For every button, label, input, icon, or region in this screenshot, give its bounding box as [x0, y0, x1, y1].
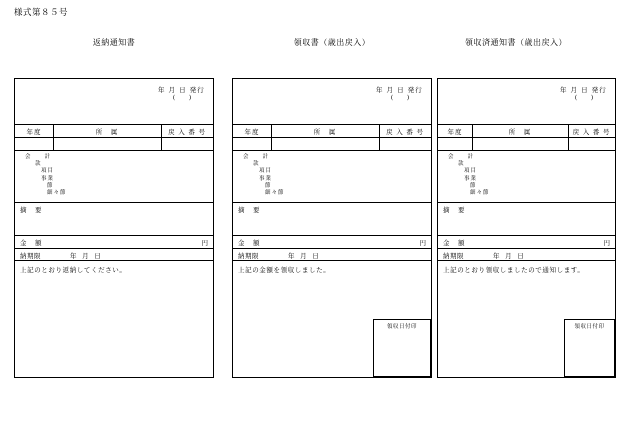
slip-2-acct-line-5: 細々節	[265, 189, 285, 196]
slip-2-col-year: 年度	[244, 128, 260, 136]
slip-3-account-block	[438, 151, 615, 203]
slip-2-due-block	[233, 249, 431, 261]
slip-1-col-dept: 所 属	[95, 128, 119, 136]
slip-2-acct-line-1: 款	[253, 161, 260, 168]
slip-2-amount-label: 金 額	[238, 240, 261, 247]
slip-3-amount-label: 金 額	[443, 240, 466, 247]
slip-1-note-block	[15, 203, 213, 236]
slip-2-stamp-box	[373, 319, 431, 377]
slip-3-amount-unit: 円	[603, 240, 610, 247]
slip-3-stamp-box	[564, 319, 615, 377]
slip-1-note-label: 摘 要	[20, 207, 43, 214]
slip-3-issue-date: 年 月 日 発行	[560, 87, 607, 94]
slip-3-acct-line-3: 事業	[464, 175, 478, 182]
slip-3-acct-line-1: 款	[458, 161, 465, 168]
slip-1-acct-line-3: 事業	[41, 175, 55, 182]
slip-3-amount-block	[438, 236, 615, 249]
slip-2-column-values	[233, 138, 431, 151]
slip-2	[232, 78, 432, 378]
slip-3-due-date: 年 月 日	[493, 253, 526, 260]
slip-2-acct-line-4: 節	[265, 182, 272, 189]
slip-2-paren: ( )	[391, 94, 415, 101]
slip-2-acct-line-3: 事業	[259, 175, 273, 182]
slip-1-acct-line-5: 細々節	[47, 189, 67, 196]
slip-1-acct-line-1: 款	[35, 161, 42, 168]
slip-2-column-headers	[233, 125, 431, 138]
slip-2-amount-unit: 円	[419, 240, 426, 247]
slip-3-acct-line-5: 細々節	[470, 189, 490, 196]
slip-2-acct-line-0: 会 計	[243, 154, 270, 160]
slip-1-col-year: 年度	[26, 128, 42, 136]
slip-1-statement: 上記のとおり返納してください。	[20, 267, 127, 274]
slip-1	[14, 78, 214, 378]
slip-1-due-block	[15, 249, 213, 261]
slip-title-1: 返納通知書	[92, 38, 136, 47]
slip-2-due-label: 納期限	[238, 253, 259, 260]
slip-1-issue-date: 年 月 日 発行	[158, 87, 205, 94]
form-number: 様式第８５号	[14, 7, 69, 17]
slip-3-account-lines	[448, 154, 490, 197]
slip-1-amount-block	[15, 236, 213, 249]
slip-3-paren: ( )	[575, 94, 599, 101]
slip-2-col-number: 戻 入 番 号	[386, 128, 424, 136]
slip-title-2: 領収書（歳出戻入）	[293, 38, 371, 47]
slip-3-column-values	[438, 138, 615, 151]
slip-3-due-block	[438, 249, 615, 261]
slip-1-col-number: 戻 入 番 号	[168, 128, 206, 136]
slip-2-header	[233, 79, 431, 125]
slip-2-note-block	[233, 203, 431, 236]
slip-3	[437, 78, 616, 378]
slip-3-col-year: 年度	[447, 128, 463, 136]
slip-3-stamp-label: 領収日付印	[574, 324, 605, 330]
slip-2-due-date: 年 月 日	[288, 253, 321, 260]
slip-3-statement: 上記のとおり領収しましたので通知します。	[443, 267, 585, 274]
slip-3-column-headers	[438, 125, 615, 138]
slip-1-account-block	[15, 151, 213, 203]
slip-1-amount-label: 金 額	[20, 240, 43, 247]
slip-1-due-date: 年 月 日	[70, 253, 103, 260]
slip-3-header	[438, 79, 615, 125]
slip-1-amount-unit: 円	[201, 240, 208, 247]
slip-3-col-number: 戻 入 番 号	[572, 128, 611, 136]
slip-3-acct-line-0: 会 計	[448, 154, 475, 160]
slip-1-account-lines	[25, 154, 67, 197]
slip-2-col-dept: 所 属	[313, 128, 337, 136]
slip-2-amount-block	[233, 236, 431, 249]
slip-1-acct-line-2: 項目	[41, 168, 55, 175]
slip-2-statement: 上記の金額を領収しました。	[238, 267, 331, 274]
slip-3-due-label: 納期限	[443, 253, 464, 260]
slip-2-account-lines	[243, 154, 285, 197]
slip-3-note-block	[438, 203, 615, 236]
slip-1-column-values	[15, 138, 213, 151]
slip-1-acct-line-4: 節	[47, 182, 54, 189]
slip-3-note-label: 摘 要	[443, 207, 466, 214]
slip-1-column-headers	[15, 125, 213, 138]
slip-3-acct-line-4: 節	[470, 182, 477, 189]
slip-2-account-block	[233, 151, 431, 203]
slip-1-acct-line-0: 会 計	[25, 154, 52, 160]
slip-2-issue-date: 年 月 日 発行	[376, 87, 423, 94]
slip-2-note-label: 摘 要	[238, 207, 261, 214]
slip-3-col-dept: 所 属	[508, 128, 532, 136]
slip-2-stamp-label: 領収日付印	[386, 324, 417, 330]
slip-title-3: 領収済通知書（歳出戻入）	[465, 38, 567, 47]
slip-1-paren: ( )	[173, 94, 197, 101]
slip-2-acct-line-2: 項目	[259, 168, 273, 175]
slip-3-acct-line-2: 項目	[464, 168, 478, 175]
slip-1-due-label: 納期限	[20, 253, 41, 260]
slip-1-header	[15, 79, 213, 125]
